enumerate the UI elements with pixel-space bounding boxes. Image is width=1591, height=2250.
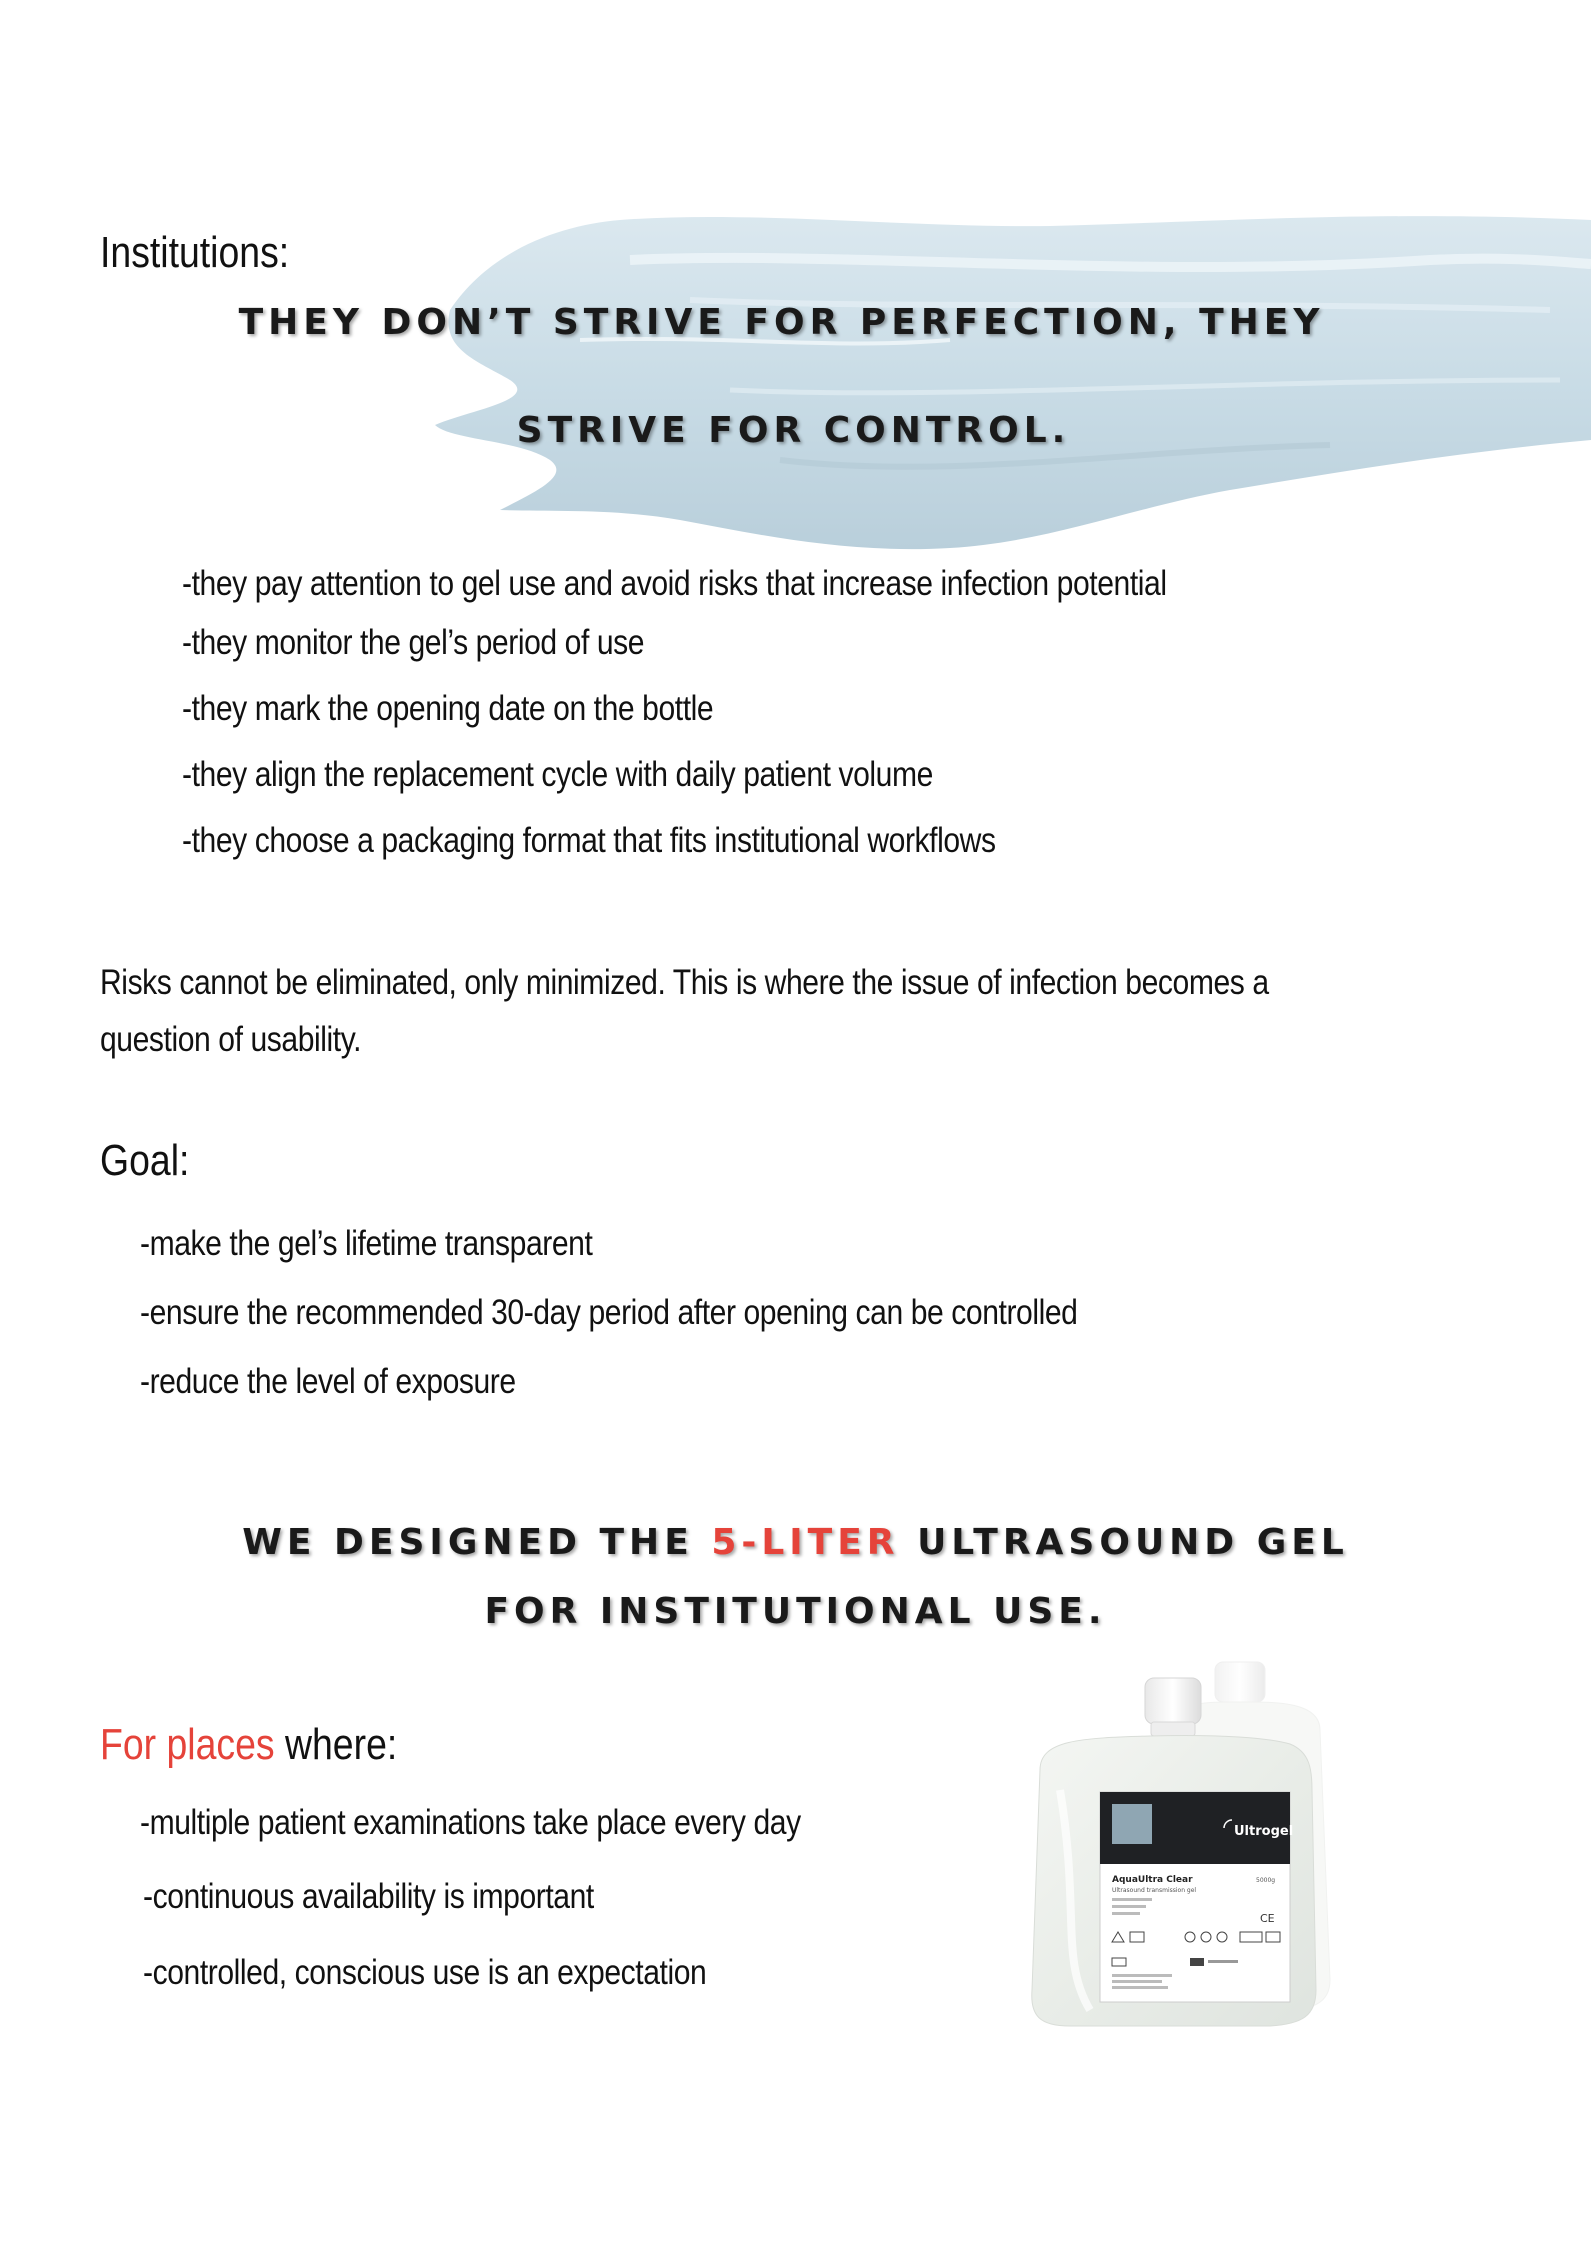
places-bullet-1: -multiple patient examinations take place every day	[140, 1803, 801, 1842]
product-name-text: AquaUltra Clear	[1112, 1875, 1193, 1885]
institutions-bullet-2: -they monitor the gel’s period of use	[182, 623, 645, 662]
product-subtitle-text: Ultrasound transmission gel	[1112, 1887, 1197, 1894]
institutions-bullet-3: -they mark the opening date on the bottle	[182, 689, 714, 728]
institutions-label: Institutions:	[100, 228, 290, 277]
control-headline-line2: STRIVE FOR CONTROL.	[516, 410, 1071, 451]
gel-smear-image	[430, 190, 1591, 570]
risks-paragraph-line1: Risks cannot be eliminated, only minimized. This is where the issue of infection becomes a	[100, 963, 1269, 1002]
product-weight-text: 5000g	[1256, 1877, 1276, 1884]
gel-bag-product-image	[1020, 1660, 1440, 2040]
product-brand-text: Ultrogel	[1234, 1824, 1294, 1839]
institutions-bullet-5: -they choose a packaging format that fits institutional workflows	[182, 821, 996, 860]
risks-paragraph-line2: question of usability.	[100, 1020, 362, 1059]
places-label-accent: For places	[100, 1720, 275, 1769]
places-bullet-3: -controlled, conscious use is an expectation	[143, 1953, 707, 1992]
goal-label: Goal:	[100, 1136, 190, 1185]
design-headline-line2: FOR INSTITUTIONAL USE.	[484, 1591, 1107, 1632]
goal-bullet-3: -reduce the level of exposure	[140, 1362, 516, 1401]
design-headline-before: WE DESIGNED THE	[242, 1522, 712, 1563]
design-headline-accent: 5-LITER	[711, 1522, 900, 1563]
control-headline-line1: THEY DON’T STRIVE FOR PERFECTION, THEY	[238, 302, 1325, 343]
goal-bullet-2: -ensure the recommended 30-day period after opening can be controlled	[140, 1293, 1078, 1332]
design-headline-line1	[0, 1522, 1591, 1563]
design-headline-after: ULTRASOUND GEL	[899, 1522, 1349, 1563]
institutions-bullet-4: -they align the replacement cycle with daily patient volume	[182, 755, 933, 794]
institutions-bullet-1: -they pay attention to gel use and avoid risks that increase infection potential	[182, 564, 1167, 603]
places-label-rest: where:	[274, 1720, 398, 1769]
goal-bullet-1: -make the gel’s lifetime transparent	[140, 1224, 593, 1263]
places-bullet-2: -continuous availability is important	[143, 1877, 594, 1916]
places-label	[100, 1720, 397, 1770]
ce-mark-text: CE	[1260, 1912, 1275, 1925]
